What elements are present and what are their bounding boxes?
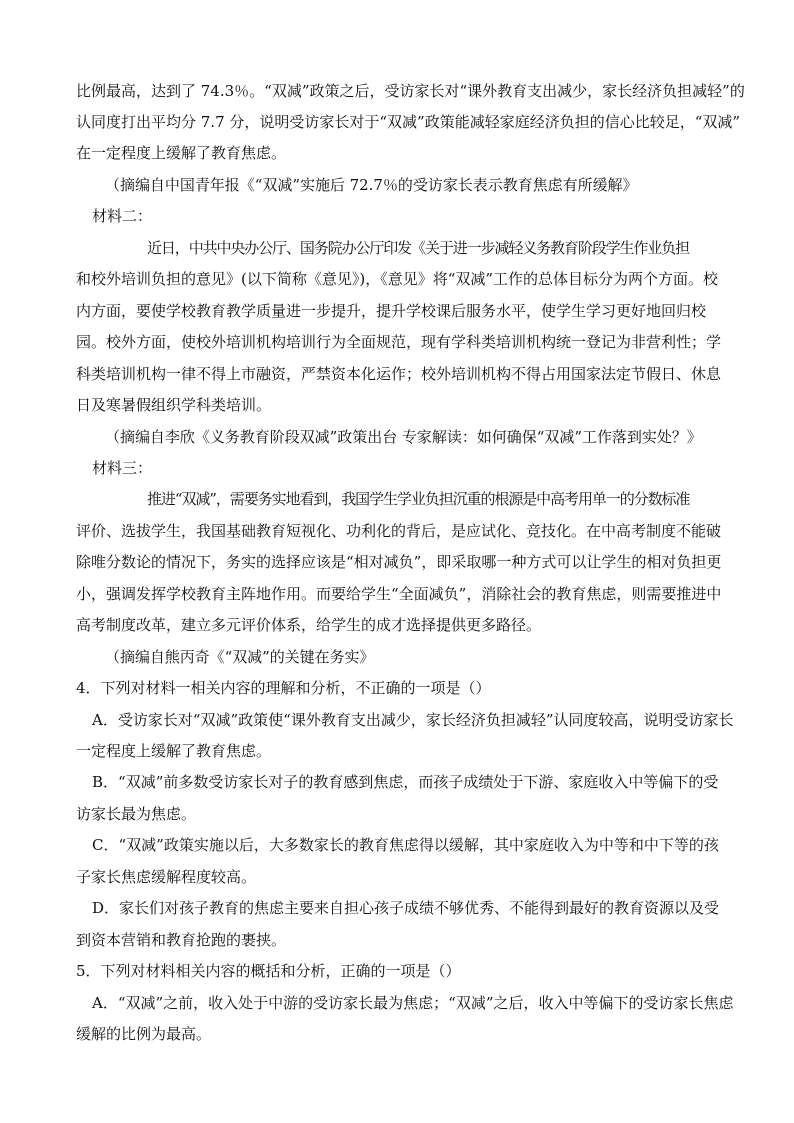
paragraph-line: 科类培训机构一律不得上市融资，严禁资本化运作；校外培训机构不得占用国家法定节假日、休息 bbox=[76, 365, 722, 383]
paragraph-line: 和校外培训负担的意见》(以下简称《意见》)，《意见》将“双减”工作的总体目标分为两个方面。校 bbox=[76, 270, 719, 288]
section-heading: 材料三： bbox=[92, 459, 153, 477]
answer-option-continued: 到资本营销和教育抢跑的裹挟。 bbox=[76, 931, 287, 949]
question-stem: 5．下列对材料相关内容的概括和分析，正确的一项是（） bbox=[76, 962, 461, 980]
answer-option: C．“双减”政策实施以后，大多数家长的教育焦虑得以缓解，其中家庭收入为中等和中下等的孩 bbox=[92, 836, 719, 854]
source-citation: （摘编自熊丙奇《“双减”的关键在务实》 bbox=[105, 648, 375, 666]
paragraph-line: 除唯分数论的情况下，务实的选择应该是“相对减负”，即采取哪一种方式可以让学生的相对负担更 bbox=[76, 553, 722, 571]
paragraph-line: 园。校外方面，使校外培训机构培训行为全面规范，现有学科类培训机构统一登记为非营利性；学 bbox=[76, 333, 722, 351]
answer-option-continued: 缓解的比例为最高。 bbox=[76, 1025, 212, 1043]
paragraph-line: 高考制度改革，建立多元评价体系，给学生的成才选择提供更多路径。 bbox=[76, 616, 542, 634]
source-citation: （摘编自李欣《义务教育阶段双减”政策出台 专家解读：如何确保“双减”工作落到实处？》 bbox=[105, 428, 702, 446]
answer-option-continued: 一定程度上缓解了教育焦虑。 bbox=[76, 742, 272, 760]
answer-option-continued: 访家长最为焦虑。 bbox=[76, 805, 197, 823]
answer-option: D．家长们对孩子教育的焦虑主要来自担心孩子成绩不够优秀、不能得到最好的教育资源以及受 bbox=[92, 899, 720, 917]
paragraph-line: 日及寒暑假组织学科类培训。 bbox=[76, 396, 272, 414]
answer-option-continued: 子家长焦虑缓解程度较高。 bbox=[76, 868, 257, 886]
answer-option: B．“双减”前多数受访家长对子的教育感到焦虑，而孩子成绩处于下游、家庭收入中等偏下的受 bbox=[92, 773, 719, 791]
paragraph-line: 推进“双减”，需要务实地看到，我国学生学业负担沉重的根源是中高考用单一的分数标准 bbox=[147, 490, 690, 508]
answer-option: A．“双减”之前，收入处于中游的受访家长最为焦虑；“双减”之后，收入中等偏下的受访家长焦虑 bbox=[92, 994, 734, 1012]
paragraph-line: 内方面，要使学校教育教学质量进一步提升，提升学校课后服务水平，使学生学习更好地回归校 bbox=[76, 302, 707, 320]
paragraph-line: 比例最高，达到了 74.3％。“双减”政策之后，受访家长对“课外教育支出减少，家长经济负担减轻”的 bbox=[76, 82, 745, 100]
answer-option: A．受访家长对“双减”政策使“课外教育支出减少，家长经济负担减轻”认同度较高，说明受访家长 bbox=[92, 711, 734, 729]
paragraph-line: 小，强调发挥学校教育主阵地作用。而要给学生“全面减负”，消除社会的教育焦虑，则需要推进中 bbox=[76, 585, 722, 603]
paragraph-line: 认同度打出平均分 7.7 分，说明受访家长对于“双减”政策能减轻家庭经济负担的信心比较足，“双减” bbox=[76, 113, 741, 131]
paragraph-line: 近日，中共中央办公厅、国务院办公厅印发《关于进一步减轻义务教育阶段学生作业负担 bbox=[147, 239, 690, 257]
source-citation: （摘编自中国青年报《“双减”实施后 72.7％的受访家长表示教育焦虑有所缓解》 bbox=[105, 176, 638, 194]
question-stem: 4．下列对材料一相关内容的理解和分析，不正确的一项是（） bbox=[76, 679, 491, 697]
paragraph-line: 在一定程度上缓解了教育焦虑。 bbox=[76, 144, 287, 162]
paragraph-line: 评价、选拔学生，我国基础教育短视化、功利化的背后，是应试化、竞技化。在中高考制度不能破 bbox=[76, 522, 722, 540]
section-heading: 材料二： bbox=[92, 207, 153, 225]
